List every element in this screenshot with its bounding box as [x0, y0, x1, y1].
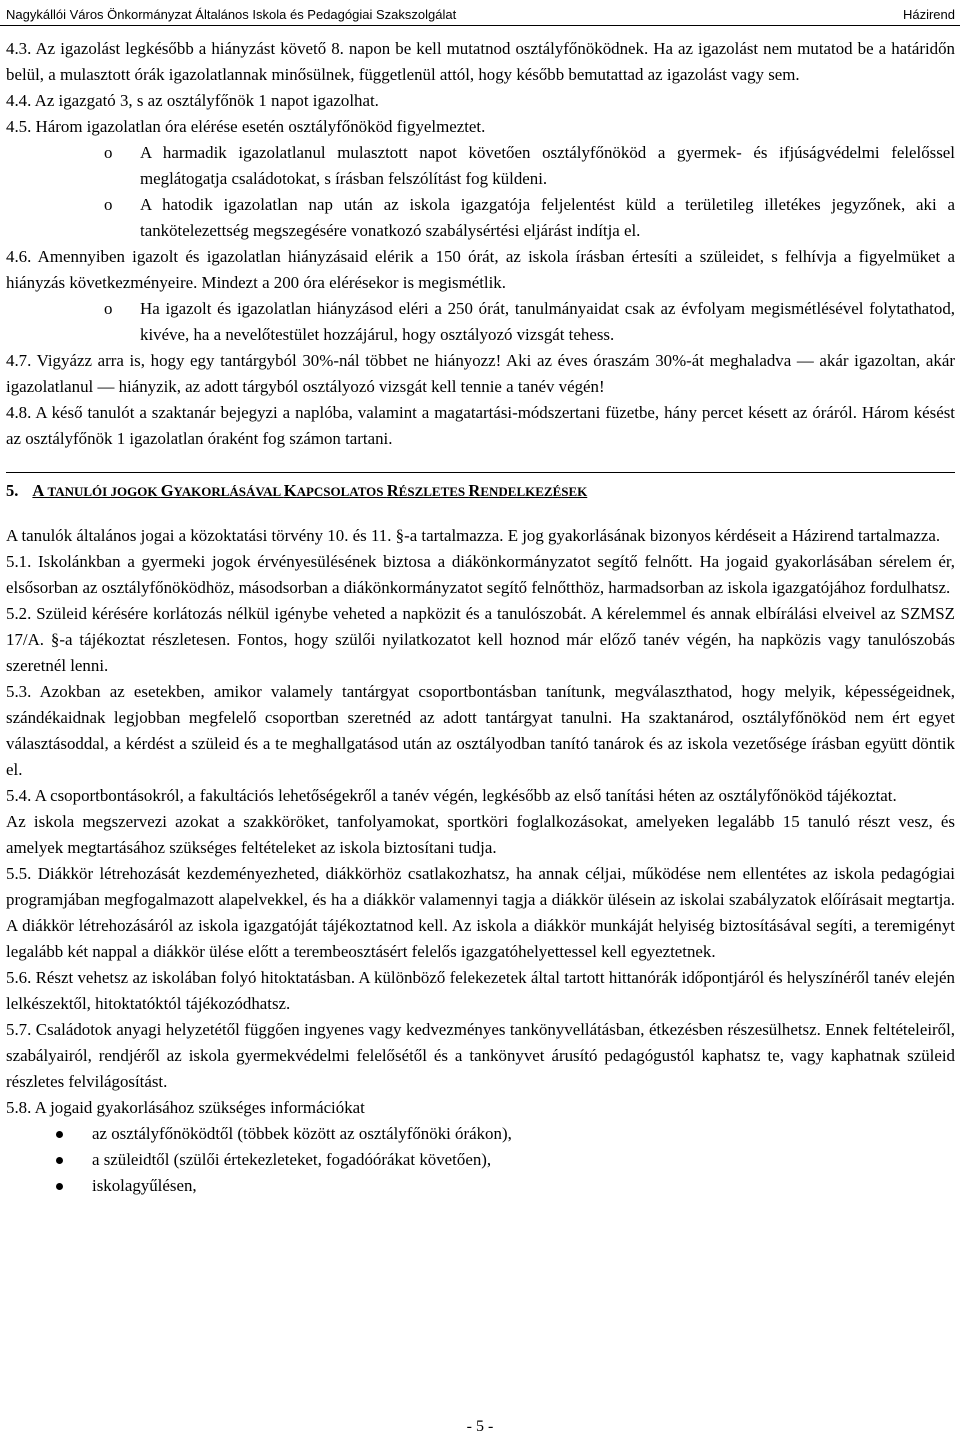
paragraph-4-7: 4.7. Vigyázz arra is, hogy egy tantárgyból 30%-nál többet ne hiányozz! Aki az éves óraszám 30%-át meghaladva — akár igazoltan, akár igazolatlanul — hiányzik, az adott tárgyból osztályozó vizsgát kell tennie a tanév végén! [6, 351, 955, 396]
paragraph-5-4: 5.4. A csoportbontásokról, a fakultációs lehetőségekről a tanév végén, legkésőbb az első tanítási héten az osztályfőnököd tájékoztat. [6, 786, 897, 805]
section-title-part: YAKORLÁSÁVAL [173, 484, 284, 499]
section-title-part: K [283, 481, 297, 500]
list-marker: o [104, 299, 113, 318]
sub-item [6, 192, 955, 244]
section-title-part: ÉSZLETES [398, 484, 469, 499]
paragraph-4-5: 4.5. Három igazolatlan óra elérése esetén osztályfőnököd figyelmeztet. [6, 117, 486, 136]
list-item [6, 1173, 955, 1199]
paragraph-5-1: 5.1. Iskolánkban a gyermeki jogok érvényesülésének biztosa a diákönkormányzatot segítő felnőtt. Ha jogaid gyakorlásában sérelem ér, elsősorban az osztályfőnöködhöz, másodsorban a diákönkormányzatot segítő felnőtthöz, harmadsorban az iskola igazgatójához fordulhatsz. [6, 552, 955, 597]
list-marker: o [104, 143, 113, 162]
paragraph-5-5: 5.5. Diákkör létrehozását kezdeményezheted, diákkörhöz csatlakozhatsz, ha annak céljai, működése nem ellentétes az iskola pedagógiai programjában megfogalmazott alapelvekkel, és ha a diákkör valamennyi tagja a diákkör ülésein az iskolai szabályzatok előírásait megtartja. A diákkör létrehozásáról az iskola igazgatóját tájékoztatnod kell. Az iskola a diákkör munkáját helyiség biztosításával segíti, a teremigényt legalább két nappal a diákkör ülése előtt a terembeosztásért felelős igazgatóhelyettessel kell egyeztetnek. [6, 864, 955, 961]
sub-item-text: A harmadik igazolatlanul mulasztott napot követően osztályfőnököd a gyermek- és ifjúságvédelmi felelőssel meglátogatja családotokat, s írásban felszólítást fog küldeni. [140, 143, 955, 188]
section-number: 5. [6, 481, 19, 500]
section-heading [6, 478, 955, 505]
list-item-text: a szüleidtől (szülői értekezleteket, fogadóórákat követően), [92, 1150, 492, 1169]
list-item [6, 1121, 955, 1147]
page-header [0, 0, 960, 26]
paragraph-5-2: 5.2. Szüleid kérésére korlátozás nélkül igénybe veheted a napközit és a tanulószobát. A kérelemmel és annak elbírálási elveivel az SZMSZ 17/A. §-a tájékoztat részletesen. Fontos, hogy szülői nyilatkozatot kell hoznod már előző tanév végén, ha napközis vagy tanulószobás szeretnél lenni. [6, 604, 955, 675]
header-school-name: Nagykállói Város Önkormányzat Általános Iskola és Pedagógiai Szakszolgálat [6, 7, 457, 22]
header-document-name: Házirend [902, 7, 955, 22]
section-title-part: R [386, 481, 399, 500]
bullet-icon [56, 1183, 63, 1190]
section-title [32, 481, 587, 500]
section-title-part: TANULÓI JOGOK [47, 484, 161, 499]
section-intro: A tanulók általános jogai a közoktatási törvény 10. és 11. §-a tartalmazza. E jog gyakorlásának bizonyos kérdéseit a Házirend tartalmazza. [6, 526, 941, 545]
page-number: - 5 - [466, 1418, 494, 1435]
section-title-part: APCSOLATOS [296, 484, 387, 499]
section-title-part: G [160, 481, 174, 500]
bullet-icon [56, 1131, 63, 1138]
section-title-part: ENDELKEZÉSEK [480, 484, 588, 499]
section-title-part: R [468, 481, 481, 500]
paragraph-5-6: 5.6. Részt vehetsz az iskolában folyó hitoktatásban. A különböző felekezetek által tartott hittanórák időpontjáról és helyszínéről tanév elején lelkészektől, hitoktatóktól tájékozódhatsz. [6, 968, 955, 1013]
sub-item-text: Ha igazolt és igazolatlan hiányzásod eléri a 250 órát, tanulmányaidat csak az évfolyam megismétlésével folytathatod, kivéve, ha a nevelőtestület hozzájárul, hogy osztályozó vizsgát tehess. [140, 299, 955, 344]
sub-item [6, 140, 955, 192]
sub-item [6, 296, 955, 348]
bullet-icon [56, 1157, 63, 1164]
list-item [6, 1147, 955, 1173]
section-title-part: A [32, 481, 48, 500]
list-item-text: az osztályfőnöködtől (többek között az osztályfőnöki órákon), [92, 1124, 512, 1143]
paragraph-4-6: 4.6. Amennyiben igazolt és igazolatlan hiányzásaid elérik a 150 órát, az iskola írásban értesíti a szüleidet, s felhívja a figyelmüket a hiányzás következményeire. Mindezt a 200 óra elérésekor is megismétlik. [6, 247, 955, 292]
paragraph-4-8: 4.8. A késő tanulót a szaktanár bejegyzi a naplóba, valamint a magatartási-módszertani füzetbe, hány percet késett az óráról. Három késést az osztályfőnök 1 igazolatlan óraként fog számon tartani. [6, 403, 955, 448]
list-item-text: iskolagyűlésen, [92, 1176, 197, 1195]
section-5 [6, 472, 955, 1199]
sub-item-text: A hatodik igazolatlan nap után az iskola igazgatója feljelentést küld a területileg illetékes jegyzőnek, aki a tankötelezettség megszegésére vonatkozó szabálysértési eljárást indítja el. [140, 195, 955, 240]
paragraph-5-4b: Az iskola megszervezi azokat a szakköröket, tanfolyamokat, sportköri foglalkozásokat, amelyeken legalább 15 tanuló részt vesz, és amelyek megtartásához szükséges feltételeket az iskola biztosítani tudja. [6, 812, 955, 857]
paragraph-5-3: 5.3. Azokban az esetekben, amikor valamely tantárgyat csoportbontásban tanítunk, megválaszthatod, hogy melyik, képességeidnek, szándékaidnak legjobban megfelelő csoportban szeretnéd az adott tantárgyat tanulni. Ha szaktanárod, osztályfőnököd nem ért egyet választásoddal, a kérdést a szüleid és a te meghallgatásod után az osztályodban tanító tanárok és az iskola vezetősége írásban együtt döntik el. [6, 682, 955, 779]
paragraph-4-4: 4.4. Az igazgató 3, s az osztályfőnök 1 napot igazolhat. [6, 91, 379, 110]
paragraph-5-7: 5.7. Családotok anyagi helyzetétől függően ingyenes vagy kedvezményes tankönyvellátásban, étkezésben részesülhetsz. Ennek feltételeiről, szabályairól, rendjéről az iskola gyermekvédelmi felelősétől és a tankönyvet árusító pedagógustól kaphatsz te, vagy kaphatnak szüleid részletes felvilágosítást. [6, 1020, 955, 1091]
page-body [6, 36, 955, 1199]
paragraph-5-8: 5.8. A jogaid gyakorlásához szükséges információkat [6, 1098, 365, 1117]
paragraph-4-3: 4.3. Az igazolást legkésőbb a hiányzást követő 8. napon be kell mutatnod osztályfőnöködnek. Ha az igazolást nem mutatod be a határidőn belül, a mulasztott órák igazolatlannak minősülnek, függetlenül attól, hogy később bemutattad az igazolást vagy sem. [6, 39, 955, 84]
list-marker: o [104, 195, 113, 214]
